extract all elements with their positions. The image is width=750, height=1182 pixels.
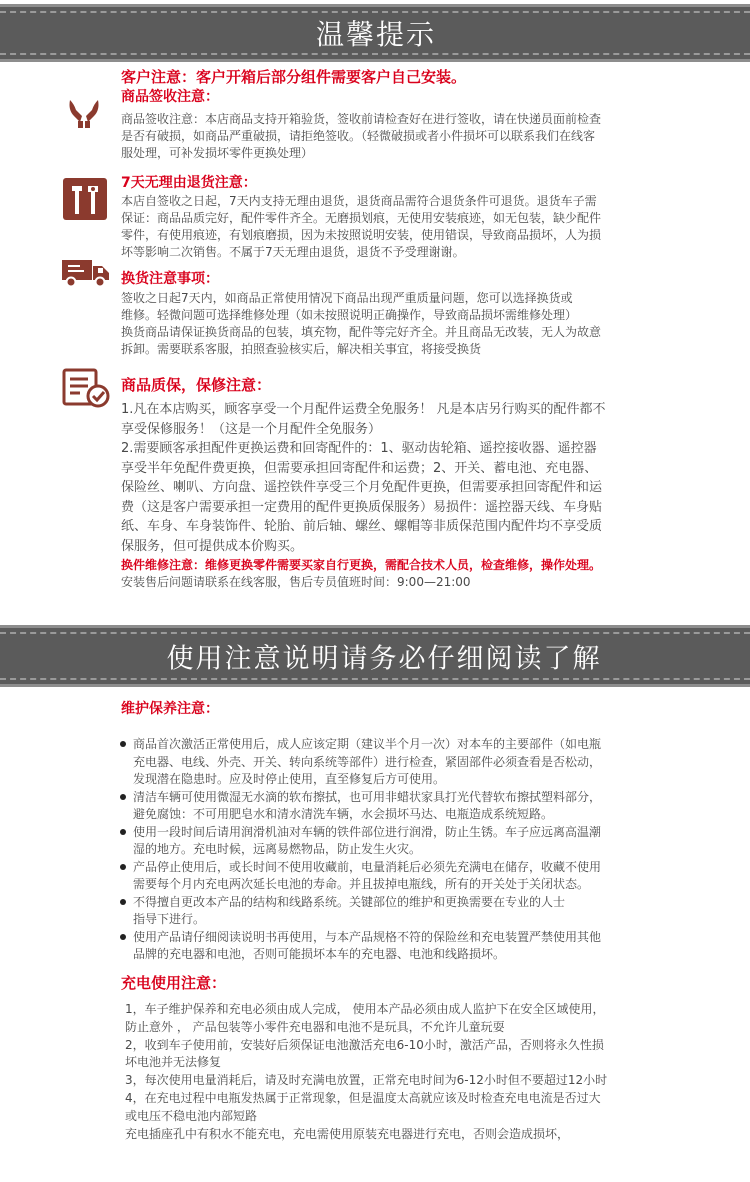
text-line: 不得擅自更改本产品的结构和线路系统。关键部位的维护和更换需要在专业的人士: [133, 894, 566, 909]
warranty-heading: 商品质保，保修注意：: [121, 376, 272, 394]
text-line: 坏电池并无法修复: [125, 1055, 222, 1070]
text-line: 保服务，但可提供成本价购买。: [121, 538, 304, 554]
text-line: 维修。轻微问题可选择维修处理（如未按照说明正确操作，导致商品损坏需维修处理）: [121, 308, 578, 322]
text-line: 享受半年免配件费更换，但需要承担回寄配件和运费；2、开关、蓄电池、充电器、: [121, 460, 598, 476]
notice-banner: [0, 4, 750, 62]
text-line: 避免腐蚀：不可用肥皂水和清水清洗车辆，水会损坏马达、电瓶造成系统短路。: [133, 807, 554, 821]
bullet-dot: [120, 934, 126, 940]
tools-icon: [63, 178, 107, 224]
text-line: 保证：商品品质完好，配件零件齐全。无磨损划痕，无使用安装痕迹，如无包装，缺少配件: [121, 211, 602, 225]
exchange-heading: 换货注意事项：: [121, 271, 219, 287]
text-line: 纸、车身、车身装饰件、轮胎、前后轴、螺丝、螺帽等非质保范围内配件均不享受质: [121, 519, 603, 534]
text-line: 需要每个月内充电两次延长电池的寿命。并且拔掉电瓶线，所有的开关处于关闭状态。: [133, 877, 590, 891]
text-line: 服处理，可补发损坏零件更换处理）: [121, 146, 314, 160]
text-line: 使用一段时间后请用润滑机油对车辆的铁件部位进行润滑，防止生锈。车子应远离高温潮: [133, 824, 602, 839]
usage-title: 使用注意说明请务必仔细阅读了解: [166, 643, 602, 675]
text-line: 2.需要顾客承担配件更换运费和回寄配件的：1、驱动齿轮箱、遥控接收器、遥控器: [121, 441, 597, 456]
usage-banner: [0, 625, 750, 687]
return-heading: 7天无理由退货注意：: [121, 175, 257, 191]
customer-note: 客户注意：客户开箱后部分组件需要客户自己安装。: [121, 68, 467, 86]
text-line: 坏等影响二次销售。不属于7天无理由退货，退货不予受理谢谢。: [121, 245, 465, 259]
bullet-dot: [120, 741, 126, 747]
text-line: 湿的地方。充电时候，远离易燃物品，防止发生火灾。: [133, 842, 422, 856]
text-line: 是否有破损，如商品严重破损，请拒绝签收。（轻微破损或者小件损坏可以联系我们在线客: [121, 129, 596, 143]
repair-note: 换件维修注意：维修更换零件需要买家自行更换，需配合技术人员，检查维修，操作处理。: [121, 558, 602, 572]
text-line: 品牌的充电器和电池，否则可能损坏本车的充电器、电池和线路损坏。: [133, 947, 506, 961]
text-line: 本店自签收之日起，7天内支持无理由退货，退货商品需符合退货条件可退货。退货车子需: [121, 194, 597, 208]
notice-title: 温馨提示: [315, 18, 437, 51]
text-line: 享受保修服务！（这是一个月配件全免服务）: [121, 421, 382, 437]
bullet-dot: [120, 864, 126, 870]
text-line: 3，每次使用电量消耗后，请及时充满电放置，正常充电时间为6-12小时但不要超过12小时: [125, 1073, 608, 1088]
text-line: 签收之日起7天内，如商品正常使用情况下商品出现严重质量问题，您可以选择换货或: [121, 291, 573, 305]
text-line: 充电插座孔中有积水不能充电，充电需使用原装充电器进行充电，否则会造成损坏，: [125, 1126, 570, 1141]
text-line: 指导下进行。: [133, 912, 206, 926]
text-line: 使用产品请仔细阅读说明书再使用，与本产品规格不符的保险丝和充电装置严禁使用其他: [133, 929, 602, 944]
text-line: 4，在充电过程中电瓶发热属于正常现象，但是温度太高就应该及时检查充电电流是否过大: [125, 1091, 601, 1105]
truck-icon: [62, 258, 110, 292]
bullet-dot: [120, 829, 126, 835]
service-hours: 安装售后问题请联系在线客服，售后专员值班时间：9:00—21:00: [121, 575, 471, 589]
text-line: 1.凡在本店购买，顾客享受一个月配件运费全免服务！ 凡是本店另行购买的配件都不: [121, 402, 606, 417]
hands-icon: [64, 96, 104, 134]
text-line: 清洁车辆可使用微湿无水滴的软布擦拭，也可用非蜡状家具打光代替软布擦拭塑料部分，: [133, 789, 602, 804]
bullet-dot: [120, 899, 126, 905]
text-line: 保险丝、喇叭、方向盘、遥控铁件享受三个月免配件更换，但需要承担回寄配件和运: [121, 480, 603, 495]
maintenance-heading: 维护保养注意：: [121, 701, 219, 717]
sign-heading: 商品签收注意：: [121, 89, 219, 105]
text-line: 1，车子维护保养和充电必须由成人完成， 使用本产品必须由成人监护下在安全区域使用，: [125, 1002, 605, 1016]
bullet-dot: [120, 794, 126, 800]
text-line: 或电压不稳电池内部短路: [125, 1108, 258, 1123]
text-line: 商品首次激活正常使用后，成人应该定期（建议半个月一次）对本车的主要部件（如电瓶: [133, 737, 602, 751]
text-line: 充电器、电线、外壳、开关、转向系统等部件）进行检查，紧固部件必须查看是否松动，: [133, 754, 602, 769]
text-line: 拆卸。需要联系客服，拍照查验核实后，解决相关事宜，将接受换货: [121, 342, 482, 356]
text-line: 换货商品请保证换货商品的包装，填充物，配件等完好齐全。并且商品无改装，无人为故意: [121, 325, 602, 339]
text-line: 产品停止使用后，或长时间不使用收藏前，电量消耗后必须先充满电在储存，收藏不使用: [133, 859, 602, 874]
text-line: 发现潜在隐患时。应及时停止使用，直至修复后方可使用。: [133, 772, 446, 786]
text-line: 零件，有使用痕迹，有划痕磨损，因为未按照说明安装，使用错误，导致商品损坏，人为损: [121, 228, 602, 242]
text-line: 防止意外 ， 产品包装等小零件充电器和电池不是玩具，不允许儿童玩耍: [125, 1019, 505, 1034]
text-line: 商品签收注意：本店商品支持开箱验货，签收前请检查好在进行签收，请在快递员面前检查: [121, 112, 602, 126]
checklist-icon: [62, 368, 112, 412]
text-line: 2，收到车子使用前，安装好后须保证电池激活充电6-10小时，激活产品，否则将永久性损: [125, 1037, 604, 1052]
charging-heading: 充电使用注意：: [121, 974, 227, 992]
text-line: 费（这是客户需要承担一定费用的配件更换质保服务）易损件：遥控器天线、车身贴: [121, 499, 603, 515]
